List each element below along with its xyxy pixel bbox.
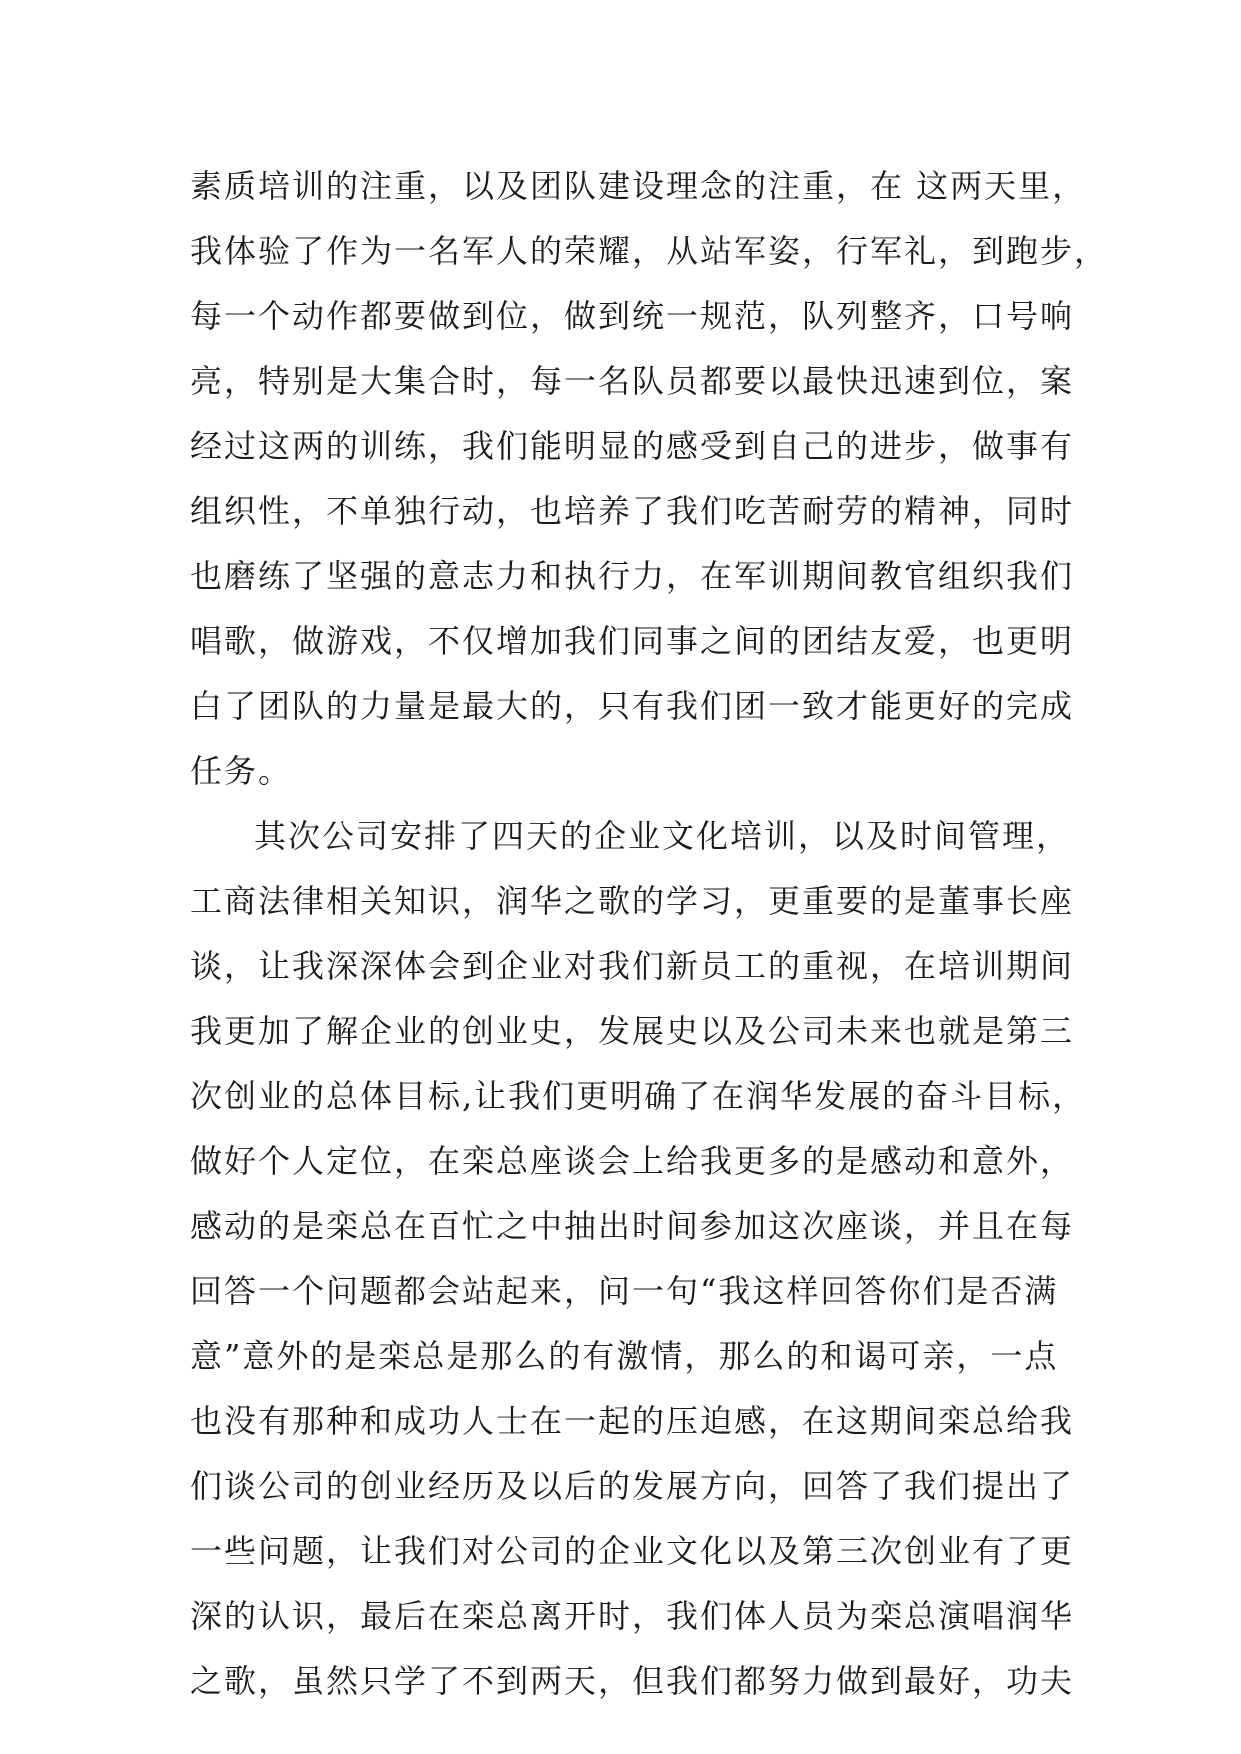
text-line: 我更加了解企业的创业史，发展史以及公司未来也就是第三 xyxy=(190,1012,1075,1050)
text-line: 做好个人定位，在栾总座谈会上给我更多的是感动和意外， xyxy=(190,1142,1075,1180)
text-line: 次创业的总体目标,让我们更明确了在润华发展的奋斗目标， xyxy=(190,1077,1087,1115)
text-line: 也没有那种和成功人士在一起的压迫感，在这期间栾总给我 xyxy=(190,1402,1075,1440)
text-line: 之歌，虽然只学了不到两天，但我们都努力做到最好，功夫 xyxy=(190,1662,1075,1700)
paragraph-first-line: 其次公司安排了四天的企业文化培训，以及时间管理， xyxy=(254,817,1071,855)
text-line: 亮，特别是大集合时，每一名队员都要以最快迅速到位，案 xyxy=(190,362,1075,400)
text-line: 意”意外的是栾总是那么的有激情，那么的和谒可亲，一点 xyxy=(190,1337,1059,1375)
text-line: 也磨练了坚强的意志力和执行力，在军训期间教官组织我们 xyxy=(190,557,1075,595)
text-line: 一些问题，让我们对公司的企业文化以及第三次创业有了更 xyxy=(190,1532,1075,1570)
text-line: 深的认识，最后在栾总离开时，我们体人员为栾总演唱润华 xyxy=(190,1597,1075,1635)
body-text xyxy=(190,164,1109,1724)
text-line: 回答一个问题都会站起来，问一句“我这样回答你们是否满 xyxy=(190,1272,1059,1310)
text-line: 唱歌，做游戏，不仅增加我们同事之间的团结友爱，也更明 xyxy=(190,622,1075,660)
text-line: 白了团队的力量是最大的，只有我们团一致才能更好的完成 xyxy=(190,687,1075,725)
text-line: 任务。 xyxy=(190,752,293,790)
text-line: 感动的是栾总在百忙之中抽出时间参加这次座谈，并且在每 xyxy=(190,1207,1075,1245)
text-line: 素质培训的注重，以及团队建设理念的注重，在 这两天里， xyxy=(190,167,1087,205)
text-line: 经过这两的训练，我们能明显的感受到自己的进步，做事有 xyxy=(190,427,1075,465)
text-line: 工商法律相关知识，润华之歌的学习，更重要的是董事长座 xyxy=(190,882,1075,920)
text-line: 我体验了作为一名军人的荣耀，从站军姿，行军礼，到跑步， xyxy=(190,232,1109,270)
text-line: 谈，让我深深体会到企业对我们新员工的重视，在培训期间 xyxy=(190,947,1075,985)
text-line: 组织性，不单独行动，也培养了我们吃苦耐劳的精神，同时 xyxy=(190,492,1075,530)
text-line: 每一个动作都要做到位，做到统一规范，队列整齐，口号响 xyxy=(190,297,1075,335)
text-line: 们谈公司的创业经历及以后的发展方向，回答了我们提出了 xyxy=(190,1467,1075,1505)
